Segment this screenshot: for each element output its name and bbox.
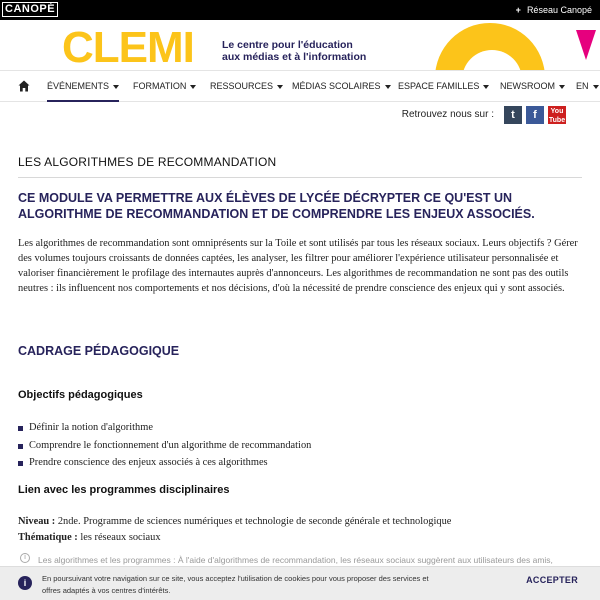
- niveau-label: Niveau :: [18, 516, 56, 527]
- plus-icon: +: [515, 5, 521, 15]
- objectives-heading: Objectifs pédagogiques: [18, 389, 143, 401]
- info-icon: i: [18, 576, 32, 590]
- list-item: Comprendre le fonctionnement d'un algorithme de recommandation: [18, 437, 578, 455]
- info-icon: i: [20, 553, 30, 563]
- top-bar: [0, 0, 600, 20]
- cookie-text: En poursuivant votre navigation sur ce site, vous acceptez l'utilisation de cookies pour vous proposer des services et offres adaptés à vos centres d'intérêts.: [42, 574, 429, 595]
- canope-logo[interactable]: CANOPÉ: [2, 2, 58, 17]
- nav-item-medias-scolaires[interactable]: MÉDIAS SCOLAIRES: [292, 71, 391, 102]
- programs-details: [18, 514, 588, 546]
- list-item: Définir la notion d'algorithme: [18, 419, 578, 437]
- tagline-line-1: Le centre pour l'éducation: [222, 39, 353, 51]
- nav-item-evenements[interactable]: ÉVÉNEMENTS: [47, 71, 119, 102]
- tumblr-icon[interactable]: t: [504, 106, 522, 124]
- accept-cookies-button[interactable]: ACCEPTER: [526, 575, 578, 585]
- programs-heading: Lien avec les programmes disciplinaires: [18, 484, 230, 496]
- tagline-line-2: aux médias et à l'information: [222, 51, 367, 63]
- clemi-logo-text: CLEMI: [62, 26, 194, 66]
- chevron-down-icon: [190, 85, 196, 89]
- page-title: LES ALGORITHMES DE RECOMMANDATION: [18, 155, 277, 169]
- tagline: [222, 39, 422, 63]
- chevron-down-icon: [593, 85, 599, 89]
- title-divider: [18, 177, 582, 178]
- niveau-line: [18, 514, 588, 530]
- thematique-value: les réseaux sociaux: [77, 532, 161, 543]
- faded-text: Les algorithmes et les programmes : À l'aide d'algorithmes de recommandation, les réseaux sociaux suggèrent aux utilisateurs des amis,: [38, 555, 553, 565]
- lead-paragraph: CE MODULE VA PERMETTRE AUX ÉLÈVES DE LYCÉE DÉCRYPTER CE QU'EST UN ALGORITHME DE RECOMMANDATION ET DE COMPRENDRE LES ENJEUX ASSOCIÉS.: [18, 191, 535, 221]
- chevron-down-icon: [277, 85, 283, 89]
- thematique-line: [18, 530, 588, 546]
- cookie-banner: [0, 566, 600, 600]
- objectives-list: [18, 419, 578, 472]
- clemi-logo[interactable]: [62, 26, 210, 66]
- niveau-value: 2nde. Programme de sciences numériques et technologie de seconde générale et technologique: [55, 516, 452, 527]
- youtube-icon[interactable]: You Tube: [548, 108, 566, 124]
- social-links: [382, 106, 582, 126]
- section-heading: CADRAGE PÉDAGOGIQUE: [18, 344, 180, 358]
- nav-item-ressources[interactable]: RESSOURCES: [210, 71, 283, 102]
- decorative-pink-triangle: [576, 30, 596, 60]
- nav-item-language[interactable]: EN: [576, 71, 599, 102]
- home-icon[interactable]: [18, 80, 30, 92]
- nav-item-formation[interactable]: FORMATION: [133, 71, 196, 102]
- reseau-canope-label: Réseau Canopé: [526, 5, 592, 15]
- intro-paragraph: Les algorithmes de recommandation sont omniprésents sur la Toile et sont utilisés par tous les réseaux sociaux. Leurs objectifs ? Gérer des volumes toujours croissants de données captées, les analyser, les filtrer pour améliorer l'expérience utilisateur personnalisée et valoriser financièrement le profilage des internautes auprès d'annonceurs. Les algorithmes de recommandation ne sont pas des outils neutres : ils influencent nos comportements et nos décisions, d'où la nécessité de prendre conscience des enjeux qui y sont associés.: [18, 238, 578, 294]
- chevron-down-icon: [385, 85, 391, 89]
- nav-item-espace-familles[interactable]: ESPACE FAMILLES: [398, 71, 489, 102]
- social-label: Retrouvez nous sur :: [401, 109, 494, 120]
- nav-item-newsroom[interactable]: NEWSROOM: [500, 71, 565, 102]
- thematique-label: Thématique :: [18, 532, 78, 543]
- chevron-down-icon: [559, 85, 565, 89]
- chevron-down-icon: [113, 85, 119, 89]
- list-item: Prendre conscience des enjeux associés à ces algorithmes: [18, 454, 578, 472]
- main-nav: [0, 70, 600, 102]
- chevron-down-icon: [483, 85, 489, 89]
- site-header: [0, 20, 600, 70]
- facebook-icon[interactable]: f: [526, 106, 544, 124]
- reseau-canope-link[interactable]: [516, 3, 592, 17]
